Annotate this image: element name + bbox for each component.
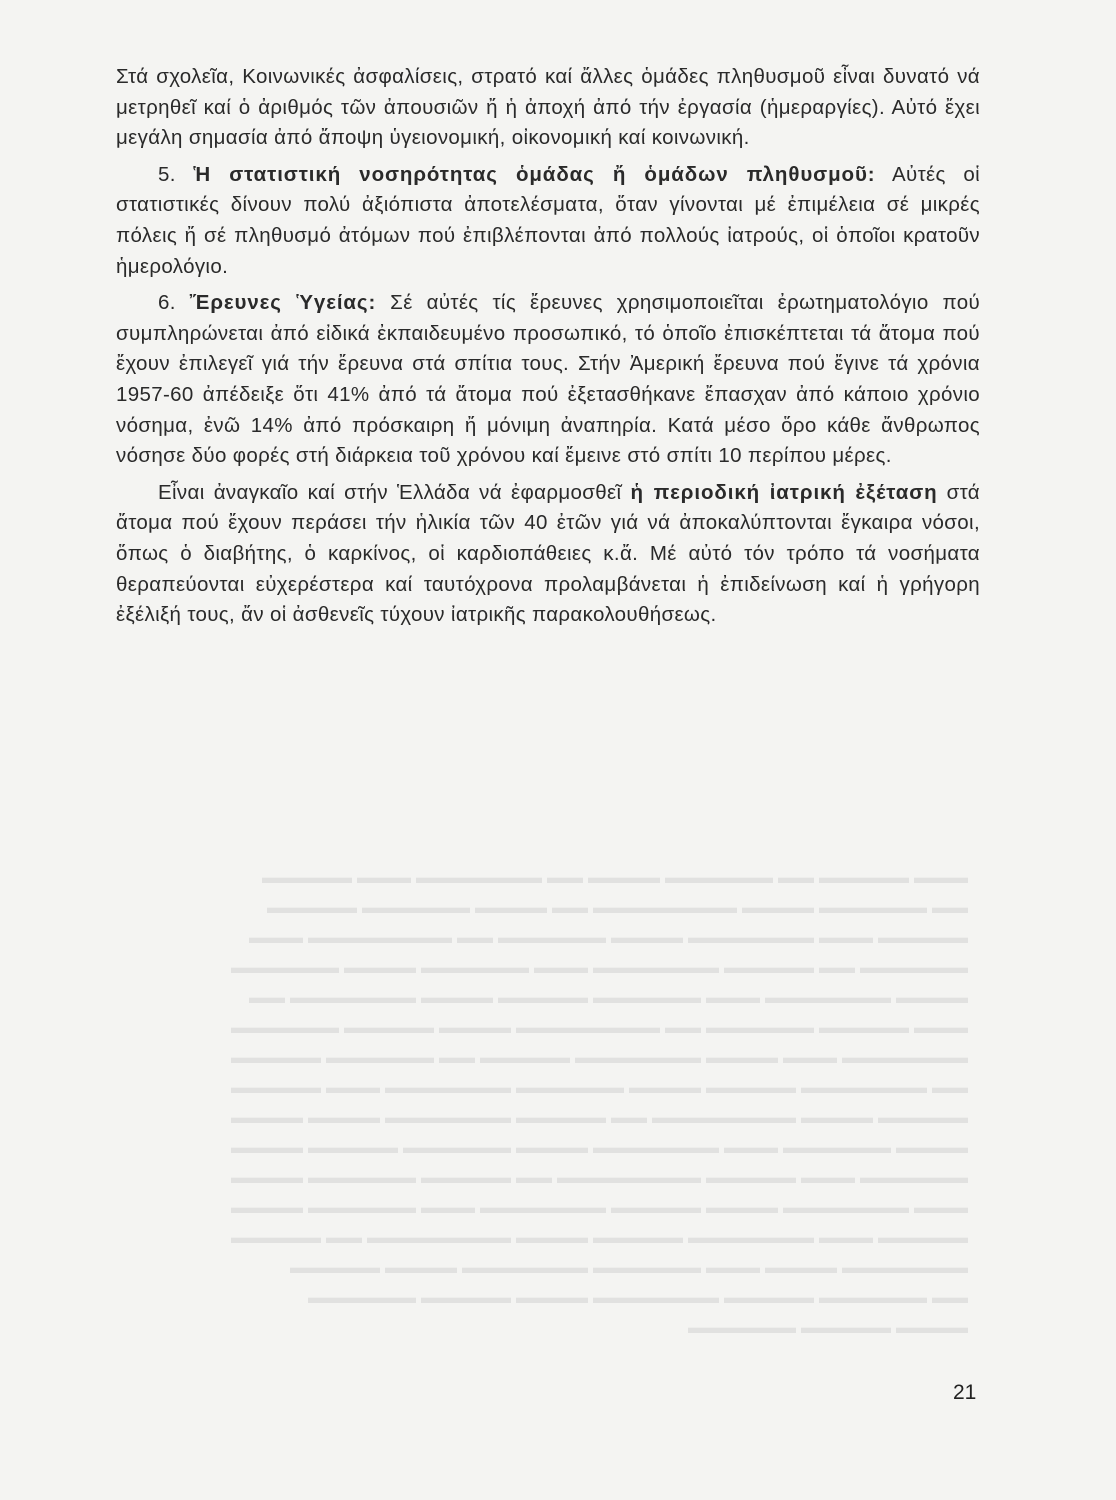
- heading-morbidity-statistics: Ἡ στατιστική νοσηρότητας ὁμάδας ἤ ὁμάδων πληθυσμοῦ:: [193, 162, 876, 186]
- paragraph-health-surveys-text: Σέ αὐτές τίς ἔρευνες χρησιμοποιεῖται ἐρωτηματολόγιο πού συμπληρώνεται ἀπό εἰδικά ἐκπαιδευμένο προσωπικό, τό ὁποῖο ἐπισκέπτεται τά ἄτομα πού ἔχουν ἐπιλεγεῖ γιά τήν ἔρευνα στά σπίτια τους. Στήν Ἀμερική ἔρευνα πού ἔγινε τά χρόνια 1957-60 ἀπέδειξε ὅτι 41% ἀπό τά ἄτομα πού ἐξετασθήκανε ἔπασχαν ἀπό κάποιο χρόνιο νόσημα, ἐνῶ 14% ἀπό πρόσκαιρη ἤ μόνιμη ἀναπηρία. Κατά μέσο ὅρο κάθε ἄνθρωπος νόσησε δύο φορές στή διάρκεια τοῦ χρόνου καί ἔμεινε στό σπίτι 10 περίπου μέρες.: [116, 291, 981, 468]
- page-number: 21: [953, 1381, 977, 1404]
- item-number-6: 6.: [158, 291, 176, 315]
- body-text: [116, 62, 980, 631]
- paragraph-absences-text: Στά σχολεῖα, Κοινωνικές ἀσφαλίσεις, στρατό καί ἄλλες ὁμάδες πληθυσμοῦ εἶναι δυνατό νά μετρηθεῖ καί ὁ ἀριθμός τῶν ἀπουσιῶν ἤ ἡ ἀποχή ἀπό τήν ἐργασία (ἡμεραργίες). Αὐτό ἔχει μεγάλη σημασία ἀπό ἄποψη ὑγειονομική, οἰκονομική καί κοινωνική.: [116, 65, 980, 150]
- item-number-5: 5.: [158, 162, 176, 186]
- paragraph-periodic-examination: [116, 478, 980, 631]
- paragraph-morbidity-statistics: [116, 160, 980, 282]
- heading-health-surveys: Ἔρευνες Ὑγείας:: [189, 291, 377, 315]
- paragraph-morbidity-statistics-text: Αὐτές οἱ στατιστικές δίνουν πολύ ἀξιόπιστα ἀποτελέσματα, ὅταν γίνονται μέ ἐπιμέλεια σέ μικρές πόλεις ἤ σέ πληθυσμό ἀτόμων πού ἐπιβλέπονται ἀπό πολλούς ἰατρούς, οἱ ὁποῖοι κρατοῦν ἡμερολόγιο.: [116, 162, 980, 278]
- paragraph-periodic-examination-text: στά ἄτομα πού ἔχουν περάσει τήν ἡλικία τῶν 40 ἐτῶν γιά νά ἀποκαλύπτονται ἔγκαιρα νόσοι, ὅπως ὁ διαβήτης, ὁ καρκίνος, οἱ καρδιοπάθειες κ.ἄ. Μέ αὐτό τόν τρόπο τά νοσήματα θεραπεύονται εὐχερέστερα καί ταυτόχρονα προλαμβάνεται ἡ ἐπιδείνωση καί ἡ γρήγορη ἐξέλιξή τους, ἄν οἱ ἀσθενεῖς τύχουν ἰατρικῆς παρακολουθήσεως.: [116, 480, 981, 627]
- reverse-side-bleed-through: ▬▬▬ ▬▬▬▬▬ ▬▬ ▬▬▬▬▬▬ ▬▬▬▬ ▬▬ ▬▬▬▬▬▬▬ ▬▬▬ ▬▬▬▬▬ ▬▬ ▬▬▬▬▬▬ ▬▬▬▬ ▬▬▬▬▬▬▬▬ ▬▬ ▬▬▬▬ ▬▬▬▬▬▬ ▬▬▬▬▬ ▬▬▬▬▬ ▬▬▬ ▬▬▬▬▬▬▬ ▬▬▬▬ ▬▬▬▬▬▬ ▬▬ ▬▬▬▬▬▬▬▬ ▬▬▬ ▬▬▬▬▬▬ ▬▬ ▬▬▬▬▬ ▬▬▬▬▬▬▬ ▬▬▬ ▬▬▬▬▬▬ ▬▬▬▬ ▬▬▬▬▬▬ ▬▬▬▬ ▬▬▬▬▬▬▬ ▬▬▬ ▬▬▬▬▬▬ ▬▬▬▬▬ ▬▬▬▬ ▬▬▬▬▬▬▬ ▬▬ ▬▬▬ ▬▬▬▬▬ ▬▬▬▬▬▬ ▬▬ ▬▬▬▬▬▬▬▬ ▬▬▬▬ ▬▬▬▬▬ ▬▬▬▬▬▬ ▬▬▬▬▬▬▬ ▬▬▬ ▬▬▬▬ ▬▬▬▬▬▬▬ ▬▬▬▬▬ ▬▬ ▬▬▬▬▬▬ ▬▬▬▬▬ ▬▬ ▬▬▬▬▬▬▬ ▬▬▬▬▬ ▬▬▬▬ ▬▬▬▬▬▬ ▬▬▬▬▬▬▬ ▬▬▬ ▬▬▬▬▬ ▬▬▬▬▬ ▬▬▬▬ ▬▬▬▬▬▬▬▬ ▬▬ ▬▬▬▬▬ ▬▬▬▬▬▬▬ ▬▬▬▬ ▬▬▬▬ ▬▬▬▬ ▬▬▬▬▬▬ ▬▬▬ ▬▬▬▬▬▬▬ ▬▬▬▬ ▬▬▬▬▬▬ ▬▬▬▬▬ ▬▬▬▬ ▬▬▬▬▬▬ ▬▬▬ ▬▬▬▬▬ ▬▬▬▬▬▬▬▬ ▬▬ ▬▬▬▬▬ ▬▬▬▬▬▬ ▬▬▬▬ ▬▬▬ ▬▬▬▬▬▬▬ ▬▬▬▬ ▬▬▬▬▬ ▬▬▬▬▬▬▬ ▬▬▬ ▬▬▬▬▬▬ ▬▬▬▬ ▬▬▬▬▬ ▬▬▬ ▬▬▬▬▬▬▬ ▬▬▬▬▬ ▬▬▬▬ ▬▬▬▬▬▬▬▬ ▬▬ ▬▬▬▬▬ ▬▬▬▬▬▬▬ ▬▬▬▬ ▬▬▬ ▬▬▬▬▬▬ ▬▬▬▬▬▬▬ ▬▬▬▬ ▬▬▬▬▬ ▬▬ ▬▬▬▬▬▬ ▬▬▬▬▬ ▬▬▬▬▬▬▬ ▬▬▬▬ ▬▬▬▬▬ ▬▬▬▬▬▬ ▬▬▬▬ ▬▬▬▬▬ ▬▬▬▬▬▬: [230, 867, 968, 1337]
- paragraph-health-surveys: [116, 288, 980, 472]
- paragraph-periodic-examination-intro: Εἶναι ἀναγκαῖο καί στήν Ἑλλάδα νά ἐφαρμοσθεῖ: [158, 480, 622, 504]
- emphasis-periodic-medical-examination: ἡ περιοδική ἰατρική ἐξέταση: [630, 480, 938, 504]
- paragraph-absences: [116, 62, 980, 154]
